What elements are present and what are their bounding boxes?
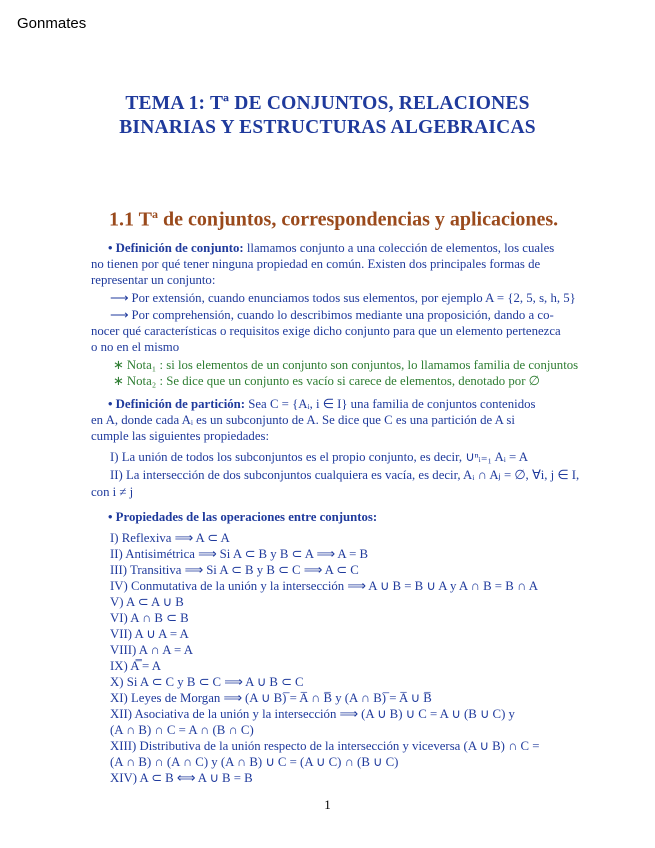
prop-item: XII) Asociativa de la unión y la intersección ⟹ (A ∪ B) ∪ C = A ∪ (B ∪ C) y — [110, 707, 515, 721]
title-line-2: BINARIAS Y ESTRUCTURAS ALGEBRAICAS — [119, 117, 536, 138]
prop-item: VII) A ∪ A = A — [110, 627, 189, 641]
comprehension-line-1: ⟶ Por comprehensión, cuando lo describimos mediante una proposición, dando a co- — [110, 308, 554, 322]
nota-1: ∗ Nota₁ : si los elementos de un conjunto son conjuntos, lo llamamos familia de conjuntos — [113, 358, 579, 372]
prop-item: (A ∩ B) ∩ (A ∩ C) y (A ∩ B) ∪ C = (A ∪ C) ∩ (B ∪ C) — [110, 755, 399, 769]
propiedades-heading-text: • Propiedades de las operaciones entre conjuntos: — [108, 510, 378, 524]
prop-item: II) Antisimétrica ⟹ Si A ⊂ B y B ⊂ A ⟹ A = B — [110, 547, 369, 561]
prop-item: IX) A̿ = A — [110, 659, 161, 673]
title-line-1: TEMA 1: Tª DE CONJUNTOS, RELACIONES — [125, 93, 530, 114]
def-conjunto-line-3: representar un conjunto: — [91, 273, 216, 287]
def-particion-line-2: en A, donde cada Aᵢ es un subconjunto de A. Se dice que C es una partición de A si — [91, 413, 515, 427]
def-conjunto-heading: • Definición de conjunto: — [108, 241, 244, 255]
section-heading — [109, 207, 558, 232]
prop-item: IV) Conmutativa de la unión y la intersección ⟹ A ∪ B = B ∪ A y A ∩ B = B ∩ A — [110, 579, 538, 593]
section-sup: a — [151, 207, 158, 221]
prop-item: X) Si A ⊂ C y B ⊂ C ⟹ A ∪ B ⊂ C — [110, 675, 304, 689]
extension-line: ⟶ Por extensión, cuando enunciamos todos sus elementos, por ejemplo A = {2, 5, s, h, 5} — [110, 291, 576, 305]
def-particion-line-3: cumple las siguientes propiedades: — [91, 429, 270, 443]
prop-item: VI) A ∩ B ⊂ B — [110, 611, 189, 625]
def-particion-heading: • Definición de partición: — [108, 397, 246, 411]
prop-item: VIII) A ∩ A = A — [110, 643, 193, 657]
prop-item: (A ∩ B) ∩ C = A ∩ (B ∩ C) — [110, 723, 254, 737]
document-title — [0, 92, 655, 140]
comprehension-line-2: nocer qué características o requisitos exige dicho conjunto para que un elemento pertenezca — [91, 324, 561, 338]
particion-prop-2a: II) La intersección de dos subconjuntos cualquiera es vacía, es decir, Aᵢ ∩ Aⱼ = ∅, ∀i, j ∈ I, — [110, 468, 580, 482]
def-conjunto-line-1 — [108, 240, 554, 256]
prop-item: XI) Leyes de Morgan ⟹ (A ∪ B)̅ = A̅ ∩ B̅ y (A ∩ B)̅ = A̅ ∪ B̅ — [110, 691, 432, 705]
prop-item: XIV) A ⊂ B ⟺ A ∪ B = B — [110, 771, 253, 785]
def-conjunto-line-2: no tienen por qué tener ninguna propiedad en común. Existen dos principales formas de — [91, 257, 541, 271]
prop-item: III) Transitiva ⟹ Si A ⊂ B y B ⊂ C ⟹ A ⊂ C — [110, 563, 359, 577]
def-particion-line-1 — [108, 396, 535, 412]
particion-prop-2b: con i ≠ j — [91, 485, 134, 499]
prop-item: V) A ⊂ A ∪ B — [110, 595, 184, 609]
particion-prop-1: I) La unión de todos los subconjuntos es el propio conjunto, es decir, ∪ⁿᵢ₌₁ Aᵢ = A — [110, 450, 528, 464]
brand-label: Gonmates — [17, 15, 87, 32]
prop-item: XIII) Distributiva de la unión respecto de la intersección y viceversa (A ∪ B) ∩ C = — [110, 739, 540, 753]
section-number: 1.1 T — [109, 208, 152, 231]
def-particion-text: Sea C = {Aᵢ, i ∈ I} una familia de conjuntos contenidos — [245, 397, 536, 411]
propiedades-heading — [108, 509, 377, 525]
page-number: 1 — [324, 797, 331, 812]
comprehension-line-3: o no en el mismo — [91, 340, 180, 354]
nota-2: ∗ Nota₂ : Se dice que un conjunto es vacío si carece de elementos, denotado por ∅ — [113, 374, 540, 388]
prop-item: I) Reflexiva ⟹ A ⊂ A — [110, 531, 230, 545]
def-conjunto-text: llamamos conjunto a una colección de elementos, los cuales — [243, 241, 555, 255]
section-text: de conjuntos, correspondencias y aplicaciones. — [157, 208, 559, 231]
